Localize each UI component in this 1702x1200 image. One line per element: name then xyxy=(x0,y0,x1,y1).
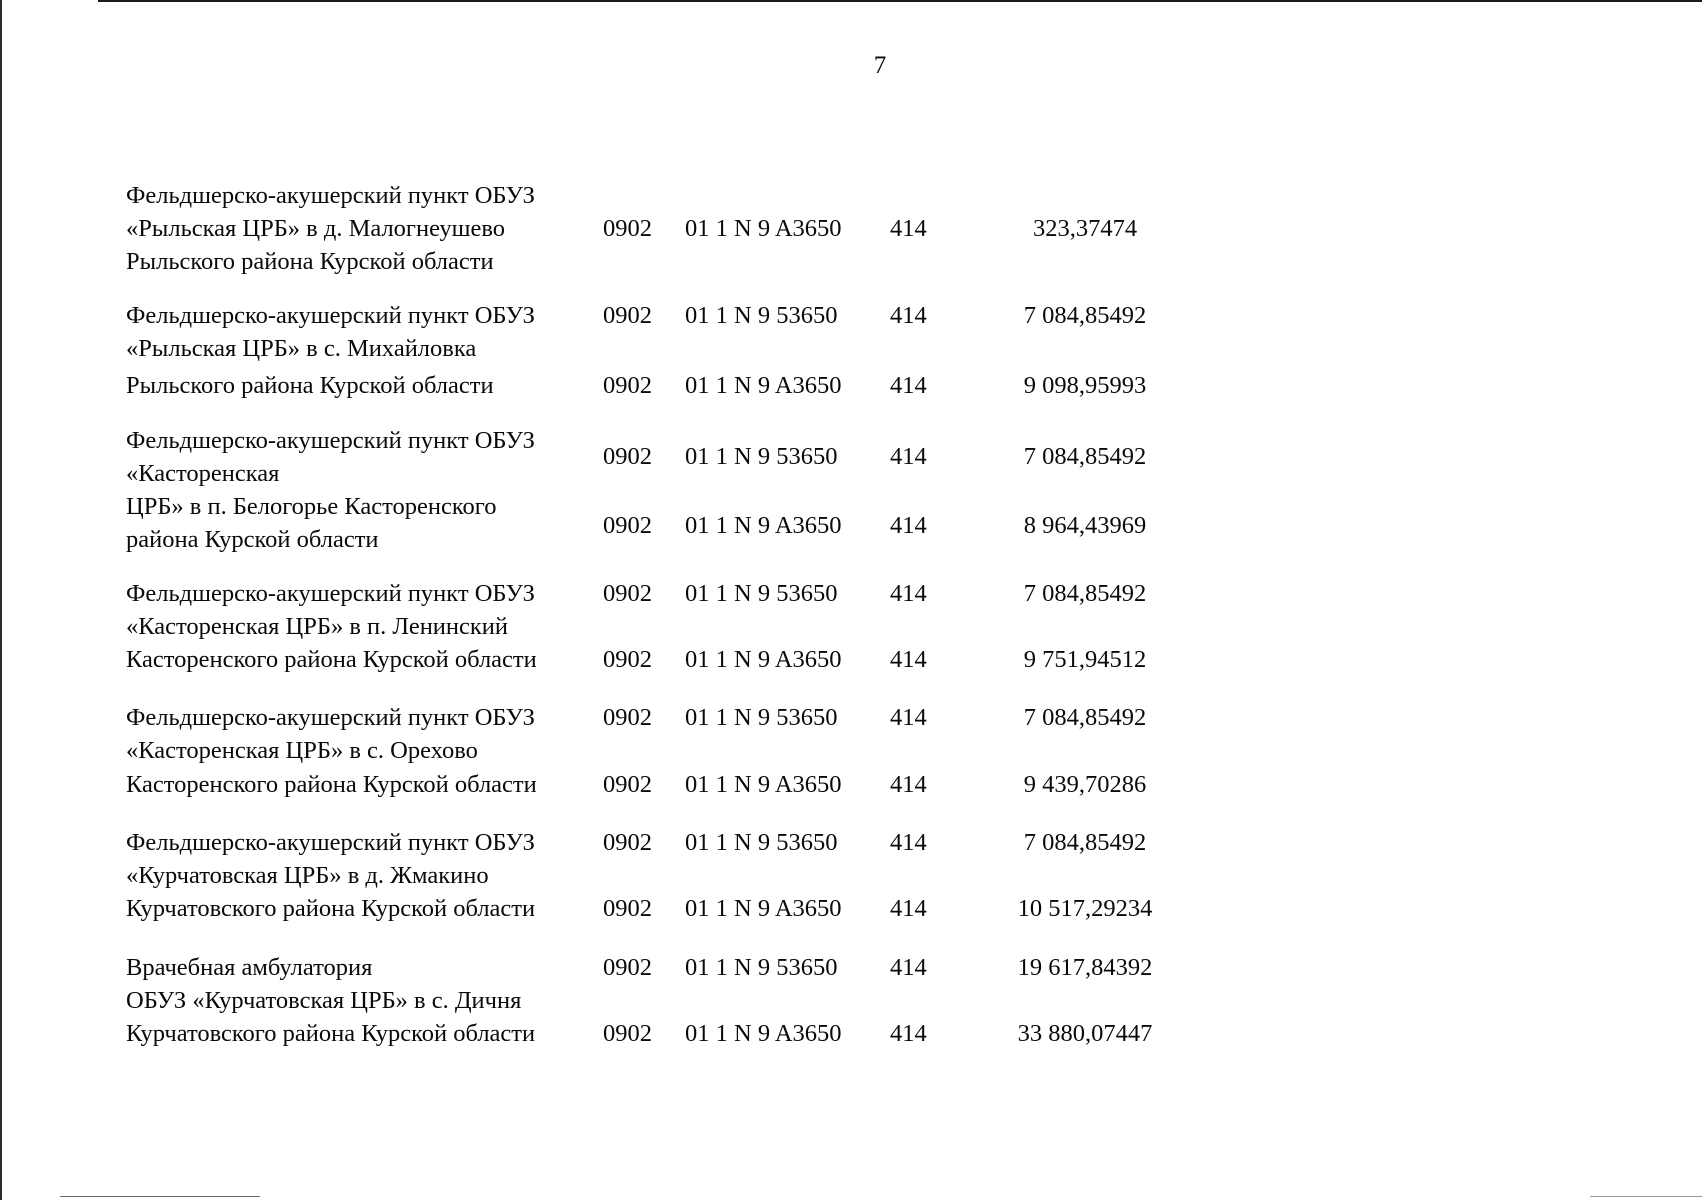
section-code: 0902 xyxy=(603,215,652,242)
amount: 9 751,94512 xyxy=(1023,646,1147,673)
section-code: 0902 xyxy=(603,512,652,539)
facility-name: Касторенского района Курской области xyxy=(126,646,537,673)
target-article-code: 01 1 N 9 A3650 xyxy=(685,895,842,922)
expense-type-code: 414 xyxy=(890,704,927,731)
expense-type-code: 414 xyxy=(890,512,927,539)
amount: 8 964,43969 xyxy=(1023,512,1147,539)
section-code: 0902 xyxy=(603,704,652,731)
facility-name: Фельдшерско-акушерский пункт ОБУЗ xyxy=(126,427,535,454)
facility-name: Касторенского района Курской области xyxy=(126,771,537,798)
facility-name: района Курской области xyxy=(126,526,379,553)
facility-name: «Касторенская ЦРБ» в с. Орехово xyxy=(126,737,478,764)
amount: 9 098,95993 xyxy=(1023,372,1147,399)
facility-name: ОБУЗ «Курчатовская ЦРБ» в с. Дичня xyxy=(126,987,522,1014)
target-article-code: 01 1 N 9 53650 xyxy=(685,580,838,607)
expense-type-code: 414 xyxy=(890,372,927,399)
facility-name: ЦРБ» в п. Белогорье Касторенского xyxy=(126,493,497,520)
amount: 7 084,85492 xyxy=(1023,302,1147,329)
expense-type-code: 414 xyxy=(890,443,927,470)
scan-edge-top xyxy=(98,0,1702,2)
section-code: 0902 xyxy=(603,829,652,856)
amount: 7 084,85492 xyxy=(1023,443,1147,470)
facility-name: «Касторенская ЦРБ» в п. Ленинский xyxy=(126,613,509,640)
amount: 7 084,85492 xyxy=(1023,580,1147,607)
page-number: 7 xyxy=(873,52,887,79)
expense-type-code: 414 xyxy=(890,215,927,242)
amount: 323,37474 xyxy=(1032,215,1138,242)
expense-type-code: 414 xyxy=(890,580,927,607)
amount: 19 617,84392 xyxy=(1017,954,1153,981)
facility-name: Рыльского района Курской области xyxy=(126,248,494,275)
expense-type-code: 414 xyxy=(890,646,927,673)
target-article-code: 01 1 N 9 A3650 xyxy=(685,771,842,798)
section-code: 0902 xyxy=(603,646,652,673)
facility-name: Фельдшерско-акушерский пункт ОБУЗ xyxy=(126,580,535,607)
facility-name: Фельдшерско-акушерский пункт ОБУЗ xyxy=(126,302,535,329)
facility-name: Фельдшерско-акушерский пункт ОБУЗ xyxy=(126,829,535,856)
facility-name: Врачебная амбулатория xyxy=(126,954,373,981)
scan-edge-left xyxy=(0,0,2,1200)
target-article-code: 01 1 N 9 53650 xyxy=(685,704,838,731)
target-article-code: 01 1 N 9 53650 xyxy=(685,829,838,856)
amount: 10 517,29234 xyxy=(1017,895,1153,922)
section-code: 0902 xyxy=(603,895,652,922)
target-article-code: 01 1 N 9 A3650 xyxy=(685,1020,842,1047)
amount: 7 084,85492 xyxy=(1023,704,1147,731)
expense-type-code: 414 xyxy=(890,895,927,922)
facility-name: «Курчатовская ЦРБ» в д. Жмакино xyxy=(126,862,489,889)
facility-name: Курчатовского района Курской области xyxy=(126,895,536,922)
section-code: 0902 xyxy=(603,771,652,798)
section-code: 0902 xyxy=(603,372,652,399)
target-article-code: 01 1 N 9 53650 xyxy=(685,954,838,981)
expense-type-code: 414 xyxy=(890,954,927,981)
facility-name: Курчатовского района Курской области xyxy=(126,1020,536,1047)
facility-name: «Рыльская ЦРБ» в д. Малогнеушево xyxy=(126,215,505,242)
section-code: 0902 xyxy=(603,1020,652,1047)
target-article-code: 01 1 N 9 53650 xyxy=(685,302,838,329)
target-article-code: 01 1 N 9 A3650 xyxy=(685,512,842,539)
amount: 7 084,85492 xyxy=(1023,829,1147,856)
amount: 33 880,07447 xyxy=(1017,1020,1153,1047)
expense-type-code: 414 xyxy=(890,1020,927,1047)
facility-name: Фельдшерско-акушерский пункт ОБУЗ xyxy=(126,182,535,209)
target-article-code: 01 1 N 9 53650 xyxy=(685,443,838,470)
section-code: 0902 xyxy=(603,580,652,607)
facility-name: «Рыльская ЦРБ» в с. Михайловка xyxy=(126,335,477,362)
expense-type-code: 414 xyxy=(890,771,927,798)
target-article-code: 01 1 N 9 A3650 xyxy=(685,372,842,399)
section-code: 0902 xyxy=(603,954,652,981)
target-article-code: 01 1 N 9 A3650 xyxy=(685,215,842,242)
facility-name: «Касторенская xyxy=(126,460,280,487)
facility-name: Рыльского района Курской области xyxy=(126,372,494,399)
target-article-code: 01 1 N 9 A3650 xyxy=(685,646,842,673)
section-code: 0902 xyxy=(603,443,652,470)
facility-name: Фельдшерско-акушерский пункт ОБУЗ xyxy=(126,704,535,731)
section-code: 0902 xyxy=(603,302,652,329)
scan-edge-bottom-right xyxy=(1590,1196,1702,1197)
amount: 9 439,70286 xyxy=(1023,771,1147,798)
scan-edge-bottom xyxy=(60,1196,260,1197)
expense-type-code: 414 xyxy=(890,302,927,329)
expense-type-code: 414 xyxy=(890,829,927,856)
